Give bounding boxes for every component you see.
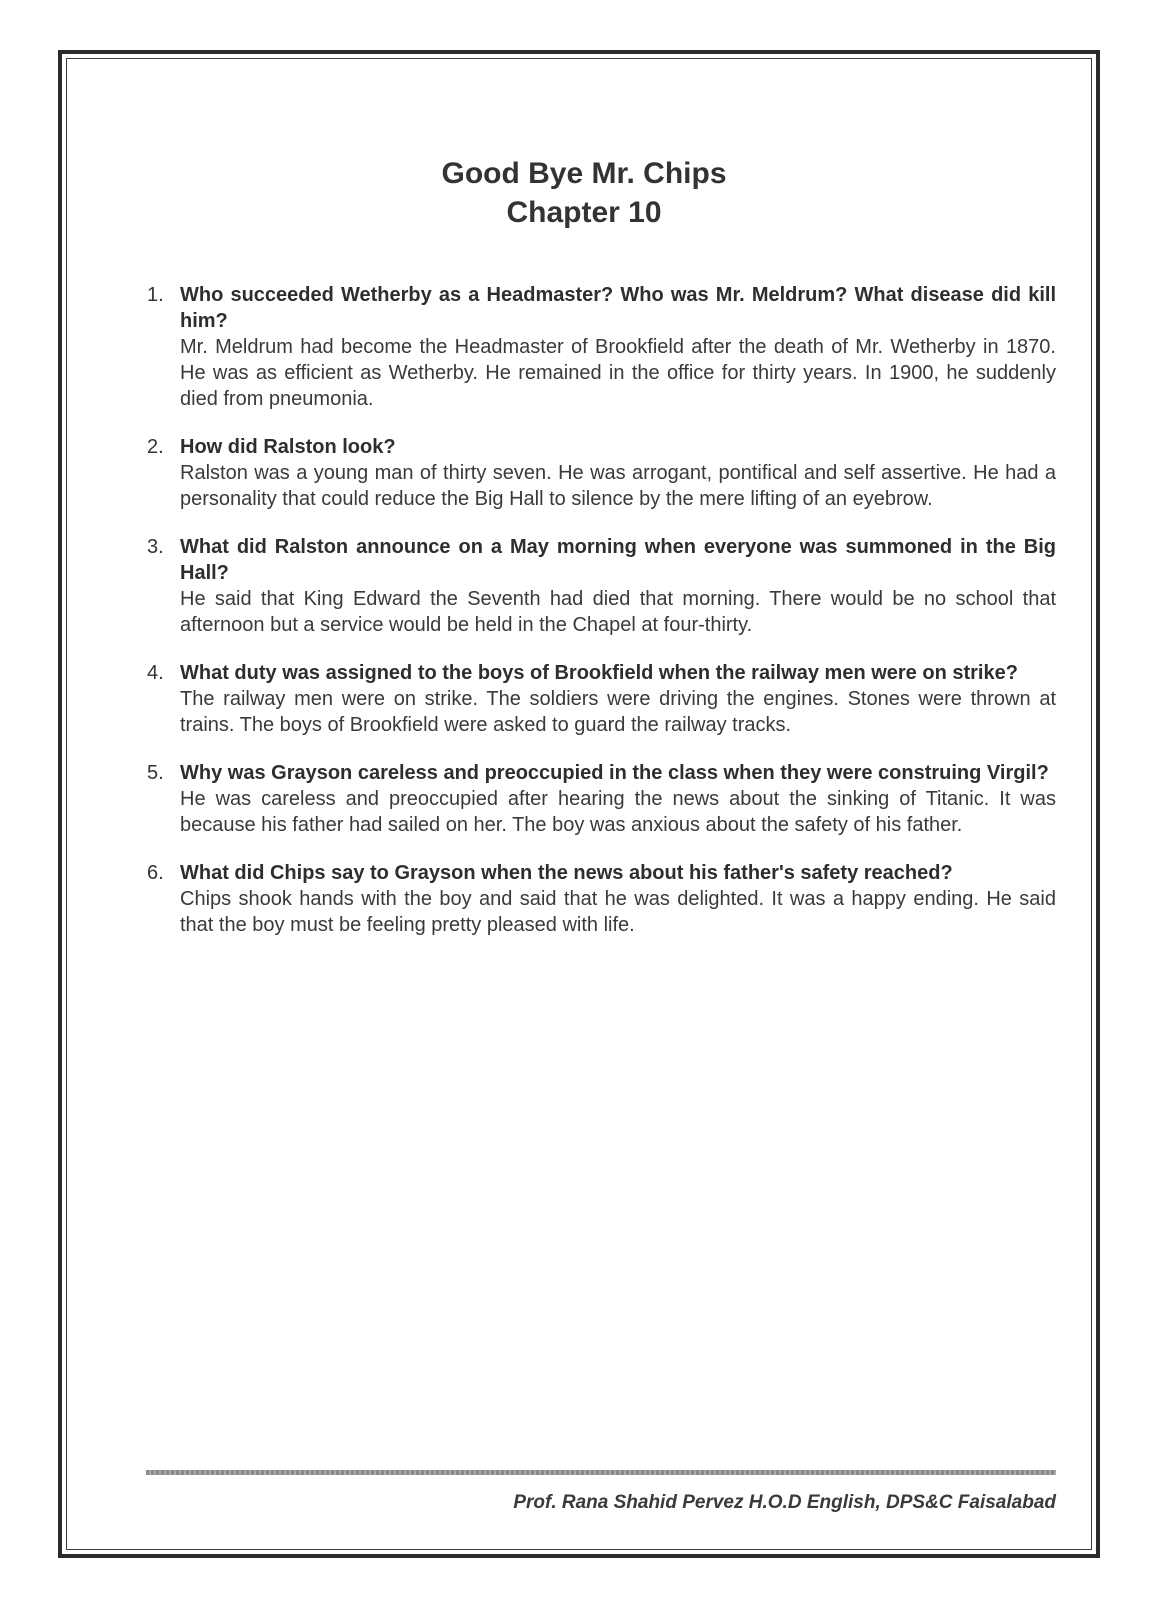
question-text: Why was Grayson careless and preoccupied in the class when they were construing Virgil? xyxy=(180,762,1049,784)
answer-text: Chips shook hands with the boy and said that he was delighted. It was a happy ending. He said that the boy must be feeling pretty pleased with life. xyxy=(180,888,1056,936)
question-number: 1. xyxy=(147,284,164,306)
question-number: 5. xyxy=(147,762,164,784)
qa-item-6 xyxy=(142,860,1056,938)
footer-divider xyxy=(146,1470,1056,1475)
question-text: What did Ralston announce on a May morning when everyone was summoned in the Big Hall? xyxy=(180,536,1056,584)
author-credit: Prof. Rana Shahid Pervez H.O.D English, DPS&C Faisalabad xyxy=(513,1492,1056,1513)
question-number: 6. xyxy=(147,862,164,884)
document-title: Good Bye Mr. Chips xyxy=(441,157,727,190)
question-number: 2. xyxy=(147,436,164,458)
answer-text: He was careless and preoccupied after hearing the news about the sinking of Titanic. It was because his father had sailed on her. The boy was anxious about the safety of his father. xyxy=(180,788,1056,836)
question-number: 4. xyxy=(147,662,164,684)
answer-text: He said that King Edward the Seventh had died that morning. There would be no school that afternoon but a service would be held in the Chapel at four-thirty. xyxy=(180,588,1056,636)
qa-item-3 xyxy=(142,534,1056,638)
qa-item-5 xyxy=(142,760,1056,838)
question-text: What duty was assigned to the boys of Brookfield when the railway men were on strike? xyxy=(180,662,1018,684)
answer-text: Ralston was a young man of thirty seven. He was arrogant, pontifical and self assertive. He had a personality that could reduce the Big Hall to silence by the mere lifting of an eyebrow. xyxy=(180,462,1056,510)
answer-text: Mr. Meldrum had become the Headmaster of Brookfield after the death of Mr. Wetherby in 1870. He was as efficient as Wetherby. He remained in the office for thirty years. In 1900, he suddenly died from pneumonia. xyxy=(180,336,1056,410)
answer-text: The railway men were on strike. The soldiers were driving the engines. Stones were thrown at trains. The boys of Brookfield were asked to guard the railway tracks. xyxy=(180,688,1056,736)
question-number: 3. xyxy=(147,536,164,558)
qa-item-1 xyxy=(142,282,1056,412)
qa-item-4 xyxy=(142,660,1056,738)
question-list xyxy=(142,282,1056,960)
chapter-heading: Chapter 10 xyxy=(506,196,662,229)
qa-item-2 xyxy=(142,434,1056,512)
question-text: Who succeeded Wetherby as a Headmaster? Who was Mr. Meldrum? What disease did kill him? xyxy=(180,284,1056,332)
question-text: What did Chips say to Grayson when the news about his father's safety reached? xyxy=(180,862,953,884)
question-text: How did Ralston look? xyxy=(180,436,396,458)
